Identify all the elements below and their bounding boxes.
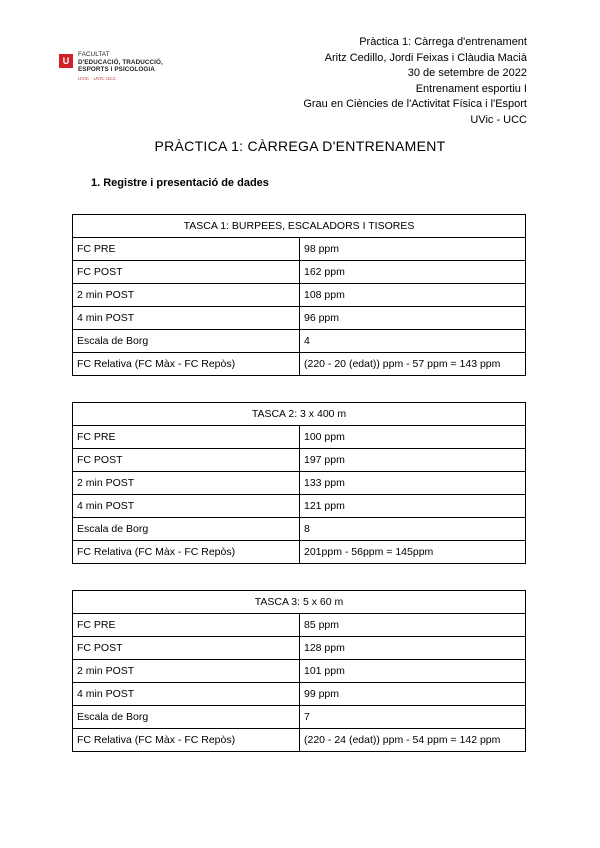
uvic-logo-icon: U <box>59 54 73 68</box>
table-row <box>73 706 526 729</box>
faculty-logo <box>59 51 163 82</box>
header-line-course: Entrenament esportiu I <box>415 82 527 95</box>
table-title: TASCA 3: 5 x 60 m <box>73 591 526 614</box>
header-line-date: 30 de setembre de 2022 <box>407 67 527 79</box>
row-value: 7 <box>300 706 526 729</box>
row-label: 2 min POST <box>73 660 300 683</box>
row-value: 162 ppm <box>300 261 526 284</box>
header-line-university: UVic - UCC <box>470 113 527 126</box>
header-line-degree: Grau en Ciències de l'Activitat Física i l'Esport <box>303 98 527 110</box>
row-value: 85 ppm <box>300 614 526 637</box>
table-row <box>73 353 526 376</box>
row-label: 2 min POST <box>73 472 300 495</box>
row-label: FC POST <box>73 637 300 660</box>
row-value: 197 ppm <box>300 449 526 472</box>
row-value: 100 ppm <box>300 426 526 449</box>
task-3-table <box>72 590 526 752</box>
table-row <box>73 637 526 660</box>
row-label: FC PRE <box>73 238 300 261</box>
row-value: 133 ppm <box>300 472 526 495</box>
row-label: Escala de Borg <box>73 330 300 353</box>
row-label: FC POST <box>73 449 300 472</box>
page-title: PRÀCTICA 1: CÀRREGA D'ENTRENAMENT <box>154 138 446 154</box>
table-row <box>73 683 526 706</box>
row-label: 2 min POST <box>73 284 300 307</box>
row-label: FC Relativa (FC Màx - FC Repòs) <box>73 353 300 376</box>
table-row <box>73 495 526 518</box>
row-label: FC POST <box>73 261 300 284</box>
row-label: Escala de Borg <box>73 518 300 541</box>
row-value: 101 ppm <box>300 660 526 683</box>
header-line-authors: Aritz Cedillo, Jordi Feixas i Clàudia Macià <box>324 51 527 64</box>
row-value: (220 - 20 (edat)) ppm - 57 ppm = 143 ppm <box>300 353 526 376</box>
row-value: 108 ppm <box>300 284 526 307</box>
table-title: TASCA 2: 3 x 400 m <box>73 403 526 426</box>
section-heading: 1. Registre i presentació de dades <box>91 177 269 189</box>
faculty-name-line: D'EDUCACIÓ, TRADUCCIÓ, <box>78 58 163 66</box>
table-row <box>73 449 526 472</box>
table-title: TASCA 1: BURPEES, ESCALADORS I TISORES <box>73 215 526 238</box>
table-row <box>73 660 526 683</box>
row-value: 128 ppm <box>300 637 526 660</box>
document-header <box>303 35 527 128</box>
faculty-name <box>78 51 163 82</box>
row-label: 4 min POST <box>73 495 300 518</box>
row-label: Escala de Borg <box>73 706 300 729</box>
row-value: 201ppm - 56ppm = 145ppm <box>300 541 526 564</box>
table-row <box>73 729 526 752</box>
row-value: 98 ppm <box>300 238 526 261</box>
row-label: FC Relativa (FC Màx - FC Repòs) <box>73 729 300 752</box>
row-value: 8 <box>300 518 526 541</box>
table-row <box>73 284 526 307</box>
faculty-name-line: FACULTAT <box>78 51 110 58</box>
header-line-practice: Pràctica 1: Càrrega d'entrenament <box>359 36 527 48</box>
table-row <box>73 330 526 353</box>
row-label: FC PRE <box>73 426 300 449</box>
table-row <box>73 261 526 284</box>
university-subtitle: UVIC · UVIC UCC <box>78 75 117 81</box>
row-value: 121 ppm <box>300 495 526 518</box>
row-value: 96 ppm <box>300 307 526 330</box>
row-value: 99 ppm <box>300 683 526 706</box>
row-label: FC PRE <box>73 614 300 637</box>
row-label: 4 min POST <box>73 683 300 706</box>
faculty-name-line: ESPORTS I PSICOLOGIA <box>78 66 155 74</box>
table-row <box>73 307 526 330</box>
row-value: (220 - 24 (edat)) ppm - 54 ppm = 142 ppm <box>300 729 526 752</box>
table-row <box>73 238 526 261</box>
row-label: 4 min POST <box>73 307 300 330</box>
table-row <box>73 541 526 564</box>
table-row <box>73 426 526 449</box>
table-row <box>73 614 526 637</box>
task-2-table <box>72 402 526 564</box>
task-1-table <box>72 214 526 376</box>
row-value: 4 <box>300 330 526 353</box>
row-label: FC Relativa (FC Màx - FC Repòs) <box>73 541 300 564</box>
table-row <box>73 518 526 541</box>
table-row <box>73 472 526 495</box>
